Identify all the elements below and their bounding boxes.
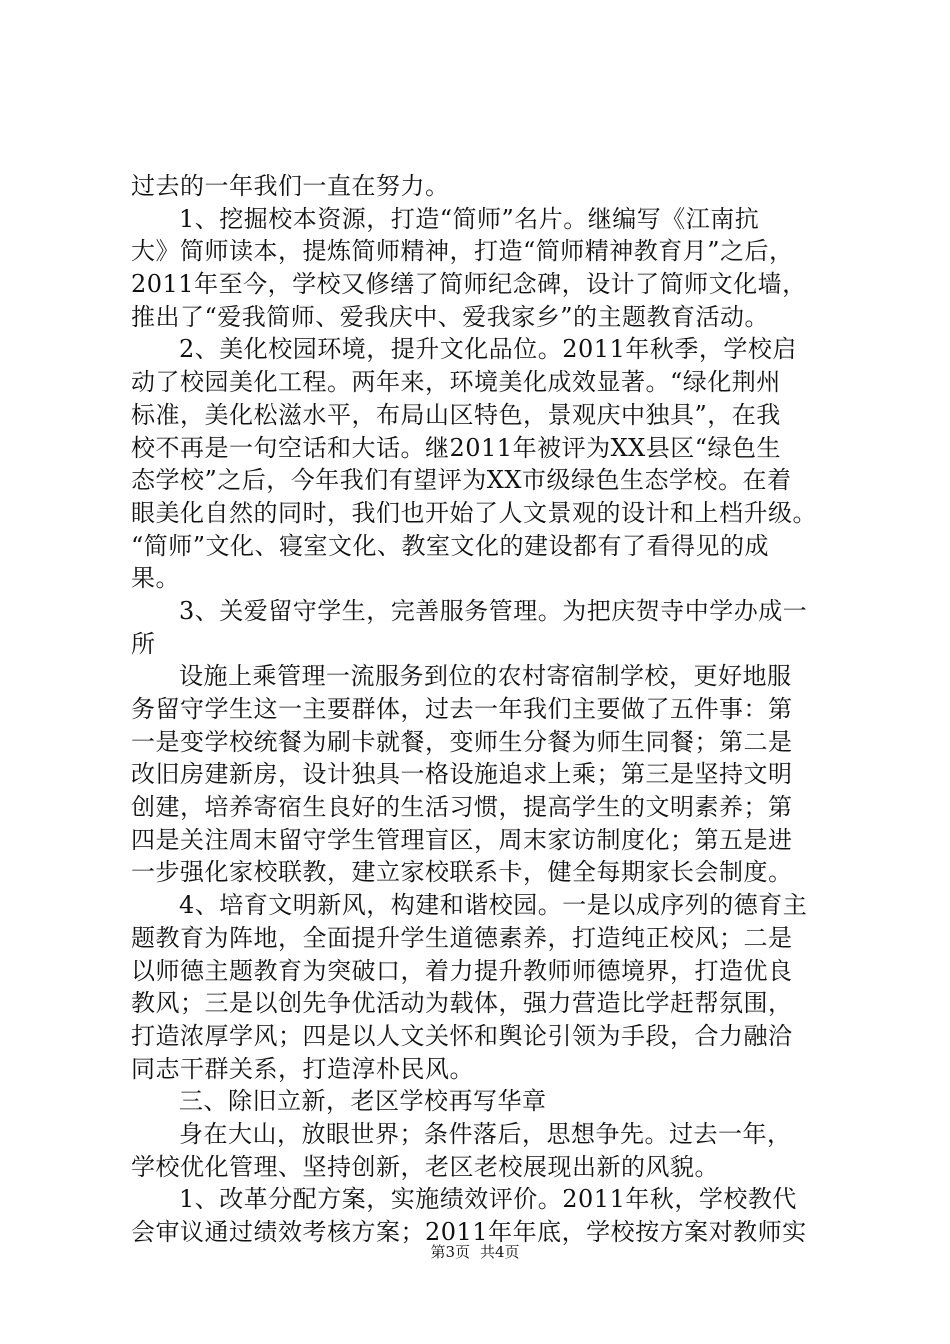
text-line: 1、改革分配方案，实施绩效评价。2011年秋，学校教代: [179, 1185, 797, 1214]
text-line: 2011年至今，学校又修缮了简师纪念碑，设计了简师文化墙，: [131, 270, 807, 299]
text-line: 过去的一年我们一直在努力。: [131, 172, 450, 200]
text-line: 3、关爱留守学生，完善服务管理。为把庆贺寺中学办成一: [179, 596, 808, 625]
text-line: 以师德主题教育为突破口，着力提升教师师德境界，打造优良: [131, 956, 793, 985]
text-line: 1、挖掘校本资源，打造“简师”名片。继编写《江南抗: [179, 204, 760, 233]
text-line: 动了校园美化工程。两年来，环境美化成效显著。“绿化荆州: [131, 368, 781, 397]
text-line: 务留守学生这一主要群体，过去一年我们主要做了五件事：第: [131, 695, 793, 723]
page-number: 第3页: [430, 1243, 470, 1261]
text-line: 三、除旧立新，老区学校再写华章: [179, 1087, 547, 1116]
text-line: 改旧房建新房，设计独具一格设施追求上乘；第三是坚持文明: [131, 760, 793, 789]
text-line: 设施上乘管理一流服务到位的农村寄宿制学校，更好地服: [179, 662, 792, 691]
text-line: 创建，培养寄宿生良好的生活习惯，提高学生的文明素养；第: [131, 793, 793, 822]
page-total: 共4页: [480, 1243, 520, 1261]
text-line: 标准，美化松滋水平，布局山区特色，景观庆中独具”，在我: [131, 400, 781, 429]
text-line: “简师”文化、寝室文化、教室文化的建设都有了看得见的成: [131, 531, 770, 560]
text-line: 所: [131, 629, 156, 658]
text-line: 一是变学校统餐为刷卡就餐，变师生分餐为师生同餐；第二是: [131, 727, 793, 756]
text-line: 一步强化家校联教，建立家校联系卡，健全每期家长会制度。: [131, 858, 793, 887]
text-line: 大》简师读本，提炼简师精神，打造“简师精神教育月”之后，: [131, 237, 794, 266]
text-line: 题教育为阵地，全面提升学生道德素养，打造纯正校风；二是: [131, 923, 793, 952]
text-line: 2、美化校园环境，提升文化品位。2011年秋季，学校启: [179, 335, 797, 364]
page-footer: [0, 1241, 950, 1262]
text-line: 四是关注周末留守学生管理盲区，周末家访制度化；第五是进: [131, 825, 793, 854]
text-line: 校不再是一句空话和大话。继2011年被评为XX县区“绿色生: [131, 433, 782, 462]
text-line: 态学校”之后，今年我们有望评为XX市级绿色生态学校。在着: [131, 466, 792, 495]
text-line: 学校优化管理、坚持创新，老区老校展现出新的风貌。: [131, 1152, 719, 1181]
text-line: 眼美化自然的同时，我们也开始了人文景观的设计和上档升级。: [131, 498, 817, 527]
text-line: 同志干群关系，打造淳朴民风。: [131, 1054, 474, 1083]
text-line: 身在大山，放眼世界；条件落后，思想争先。过去一年，: [179, 1119, 792, 1148]
document-body: [131, 170, 831, 1249]
text-line: 推出了“爱我简师、爱我庆中、爱我家乡”的主题教育活动。: [131, 302, 770, 331]
text-line: 会审议通过绩效考核方案；2011年年底，学校按方案对教师实: [131, 1218, 807, 1246]
text-line: 4、培育文明新风，构建和谐校园。一是以成序列的德育主: [179, 891, 808, 920]
text-line: 打造浓厚学风；四是以人文关怀和舆论引领为手段，合力融洽: [131, 1021, 793, 1050]
text-line: 果。: [131, 564, 180, 593]
text-line: 教风；三是以创先争优活动为载体，强力营造比学赶帮氛围，: [131, 989, 793, 1018]
